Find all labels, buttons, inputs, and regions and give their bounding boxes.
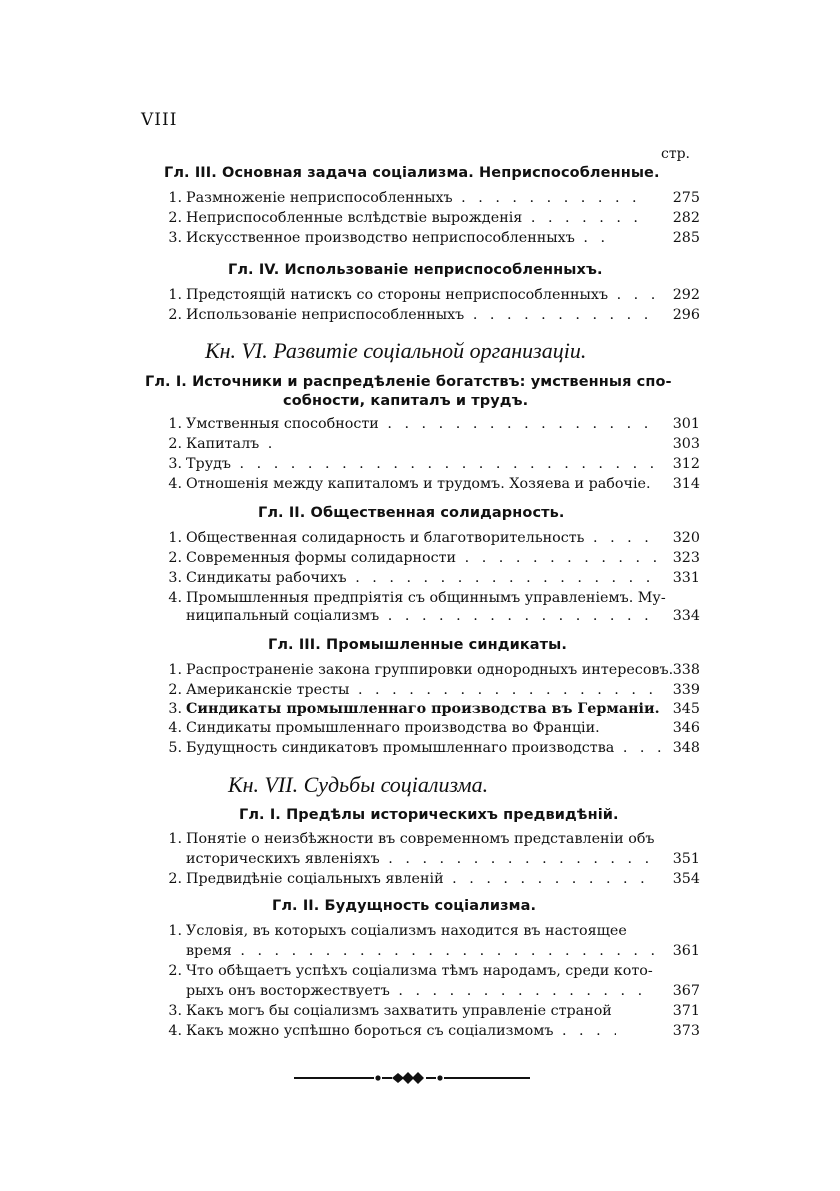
toc-entry: 1. Размноженіе неприспособленныхъ . . . 275 <box>160 190 700 211</box>
toc-entry-continued: историческихъ явленіяхъ . . . 351 <box>160 851 700 872</box>
toc-entry: 4. Синдикаты промышленнаго производства во Франціи. 346 <box>168 720 700 736</box>
chapter-heading: Гл. II. Будущность соціализма. <box>272 898 537 914</box>
toc-entry: 1. Умственныя способности . . . 301 <box>160 416 700 437</box>
toc-entry: 3. Какъ могъ бы соціализмъ захватить управленіе страной 371 <box>168 1003 700 1019</box>
chapter-heading: Гл. II. Общественная солидарность. <box>258 505 565 521</box>
chapter-heading: Гл. I. Источники и распредѣленіе богатствъ: умственныя спо- <box>145 374 672 390</box>
chapter-heading-continued: собности, капиталъ и трудъ. <box>283 393 529 409</box>
ornament-divider <box>292 1071 532 1085</box>
toc-entry: 3. Синдикаты промышленнаго производства въ Германіи. 345 <box>168 701 700 717</box>
toc-entry: 3. Трудъ . . . 312 <box>160 456 700 477</box>
book-title: Кн. VII. Судьбы соціализма. <box>228 772 489 797</box>
toc-entry: 4. Какъ можно успѣшно бороться съ соціализмомъ . . . 373 <box>160 1023 700 1044</box>
toc-entry: 3. Искусственное производство неприспособленныхъ . . . 285 <box>160 230 700 251</box>
toc-entry: 5. Будущность синдикатовъ промышленнаго производства . . . 348 <box>160 740 700 761</box>
toc-entry: 2. Предвидѣніе соціальныхъ явленій . . . 354 <box>160 871 700 892</box>
toc-entry: 2. Неприспособленные вслѣдствіе вырожденія . . . 282 <box>160 210 700 231</box>
toc-entry: 1. Общественная солидарность и благотворительность . . . 320 <box>160 530 700 551</box>
toc-entry: 1. Распространеніе закона группировки однородныхъ интересовъ. 338 <box>168 662 700 678</box>
toc-entry: 2. Что обѣщаетъ успѣхъ соціализма тѣмъ народамъ, среди кото- <box>168 963 653 979</box>
folio-page-number: VIII <box>141 110 178 130</box>
toc-entry-continued: ниципальный соціализмъ . . . 334 <box>160 608 700 629</box>
toc-entry: 2. Использованіе неприспособленныхъ . . . 296 <box>160 307 700 328</box>
toc-entry-continued: рыхъ онъ восторжествуетъ . . . 367 <box>160 983 700 1004</box>
chapter-heading: Гл. III. Промышленные синдикаты. <box>268 637 567 653</box>
toc-entry: 2. Современныя формы солидарности . . . 323 <box>160 550 700 571</box>
toc-entry: 1. Понятіе о неизбѣжности въ современномъ представленіи объ <box>168 831 655 847</box>
toc-entry: 1. Предстоящій натискъ со стороны неприспособленныхъ . . . 292 <box>160 287 700 308</box>
page-column-label: стр. <box>661 146 690 162</box>
toc-entry: 1. Условія, въ которыхъ соціализмъ находится въ настоящее <box>168 923 627 939</box>
toc-entry: 3. Синдикаты рабочихъ . . . 331 <box>160 570 700 591</box>
chapter-heading: Гл. IV. Использованіе неприспособленныхъ. <box>228 262 603 278</box>
chapter-heading: Гл. I. Предѣлы историческихъ предвидѣній. <box>239 807 619 823</box>
chapter-heading: Гл. III. Основная задача соціализма. Неприспособленные. <box>164 165 660 181</box>
toc-entry: 2. Капиталъ . . . 303 <box>160 436 700 457</box>
toc-entry: 2. Американскіе тресты . . . 339 <box>160 682 700 703</box>
toc-entry: 4. Промышленныя предпріятія съ общиннымъ управленіемъ. Му- <box>168 590 666 606</box>
toc-entry: 4. Отношенія между капиталомъ и трудомъ. Хозяева и рабочіе. 314 <box>168 476 700 492</box>
toc-entry-continued: время . . . 361 <box>160 943 700 964</box>
book-title: Кн. VI. Развитіе соціальной организаціи. <box>205 338 587 363</box>
